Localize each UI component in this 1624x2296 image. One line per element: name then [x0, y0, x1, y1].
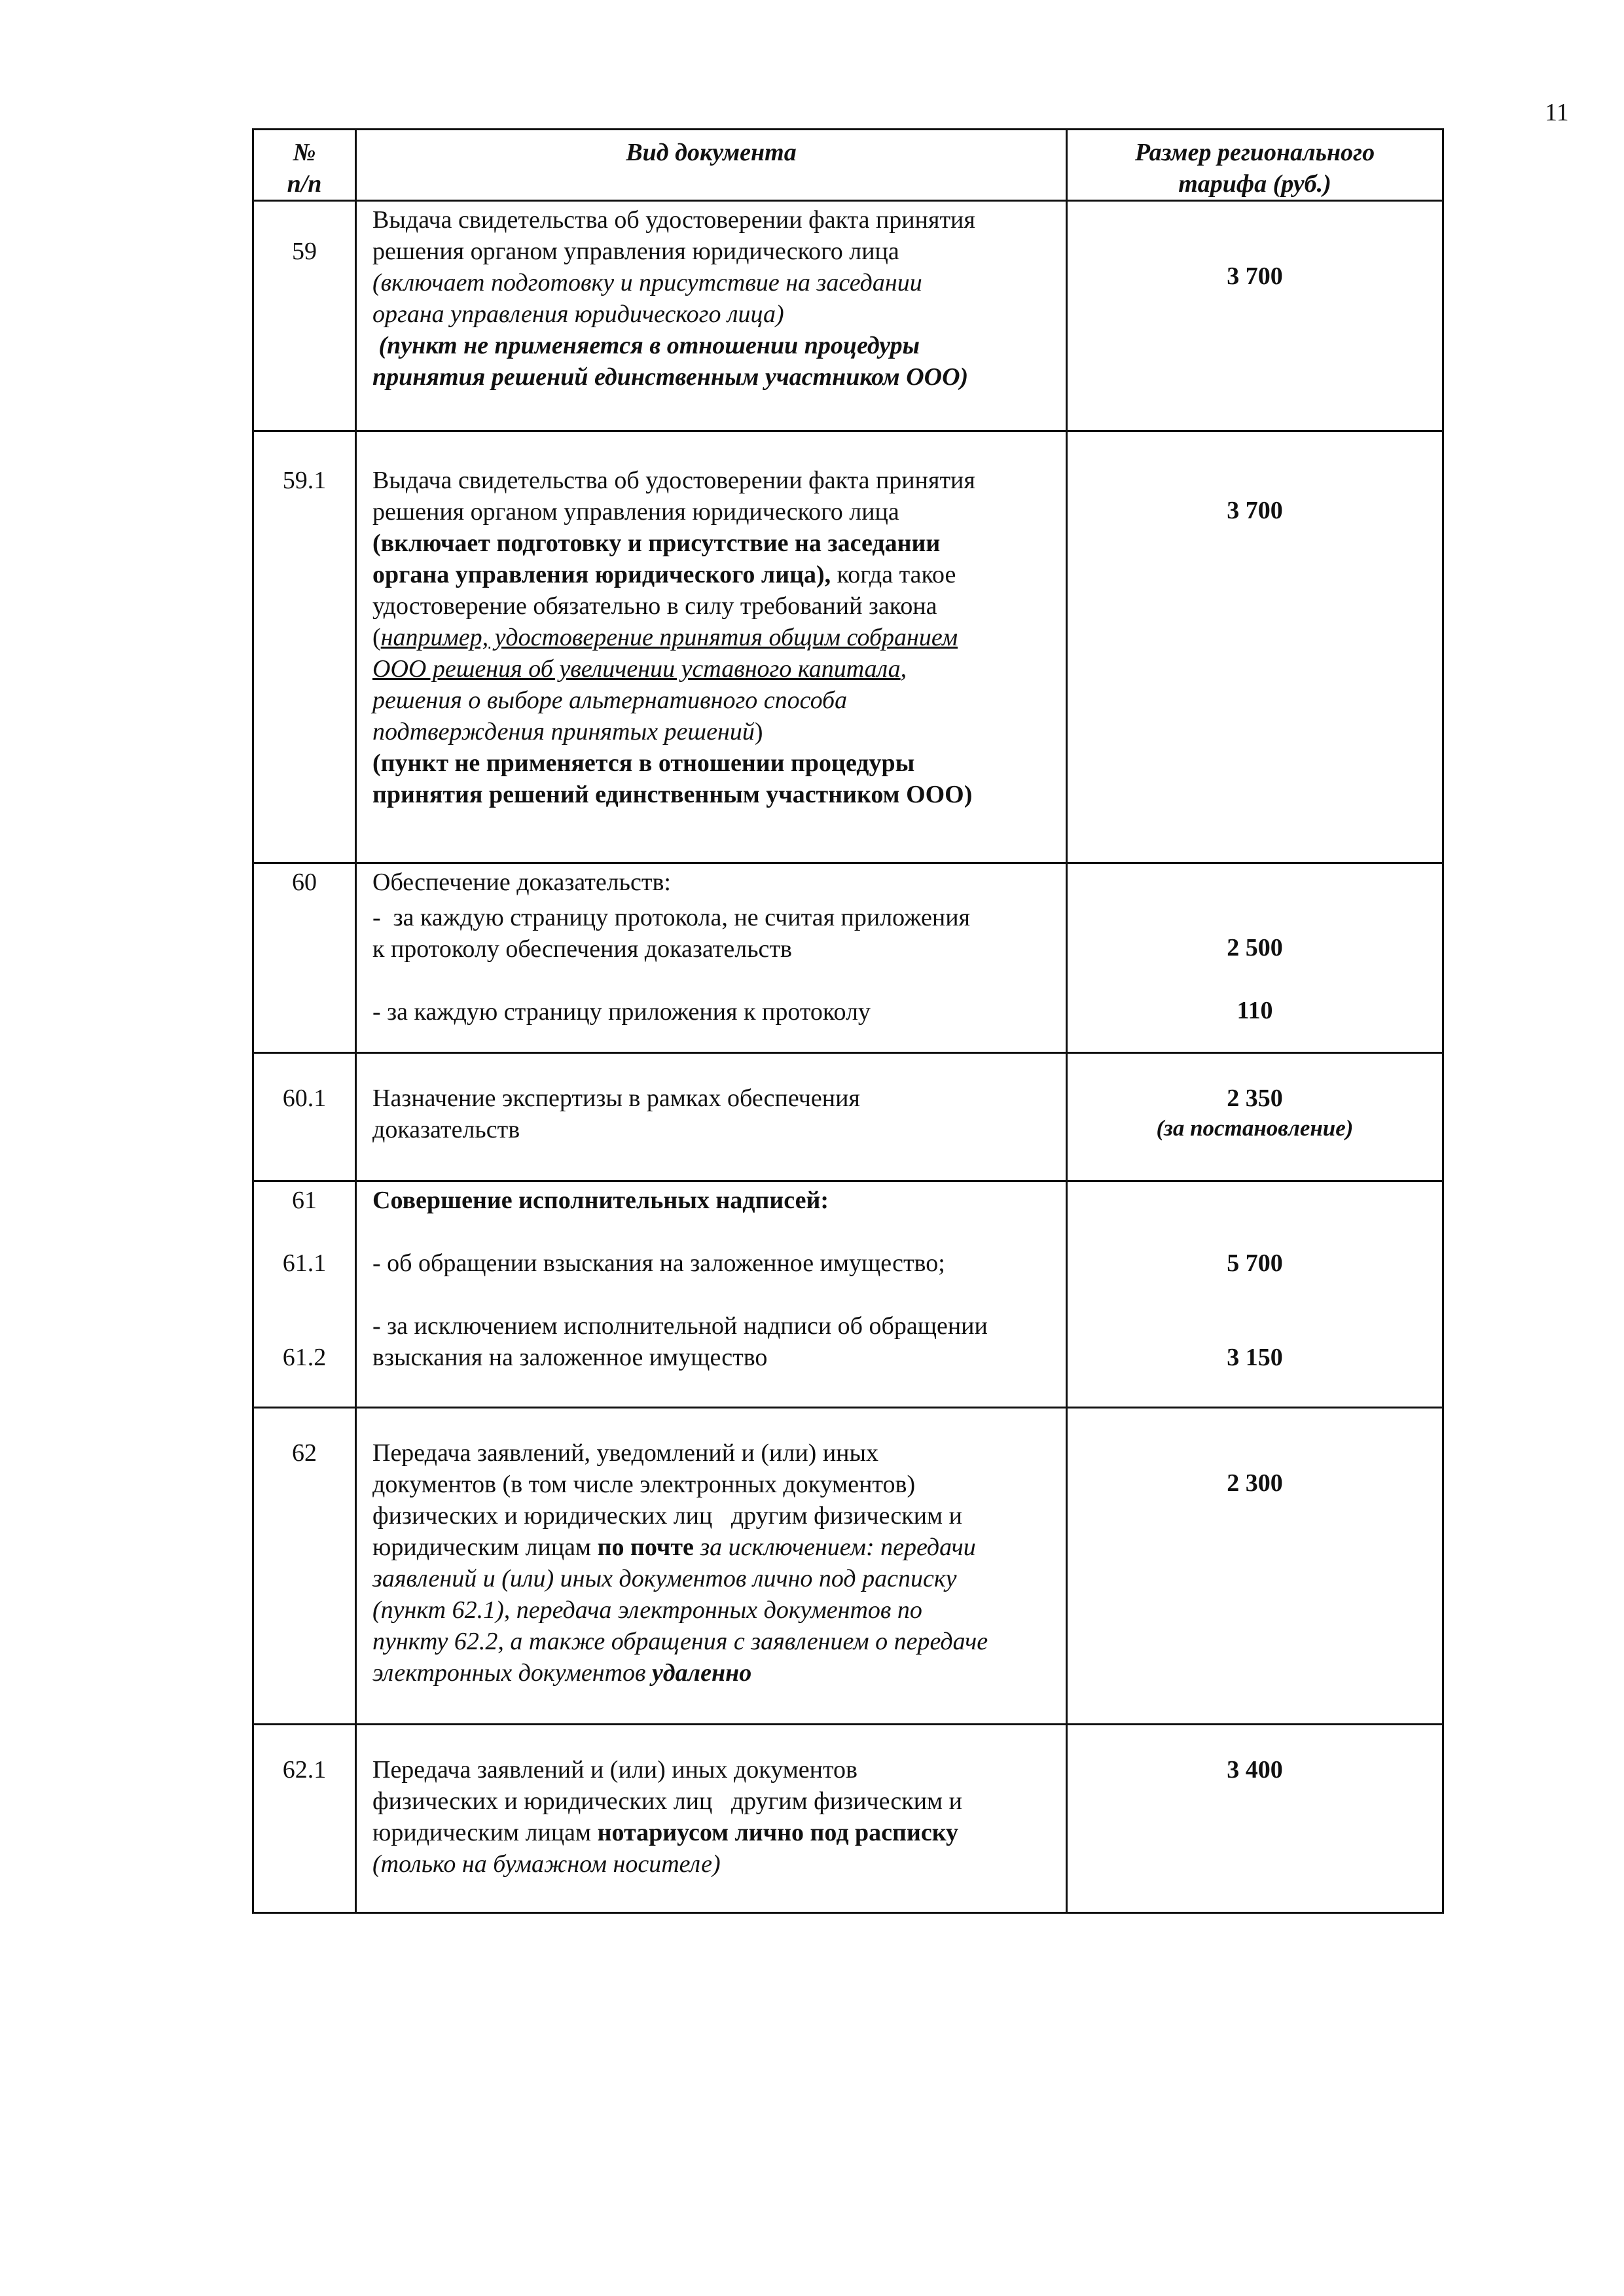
row-number: 60 [253, 863, 356, 1053]
header-tariff: Размер регионального тарифа (руб.) [1067, 130, 1443, 201]
row-description: Передача заявлений и (или) иных документов физических и юридических лиц другим физическим и юридическим лицам нотариусом лично под расписку (только на бумажном носителе) [356, 1725, 1067, 1913]
row-tariff: 3 700 [1067, 431, 1443, 863]
row-number: 62 [253, 1408, 356, 1725]
table-row [253, 1408, 1443, 1725]
row-number: 62.1 [253, 1725, 356, 1913]
row-description: Выдача свидетельства об удостоверении факта принятия решения органом управления юридического лица (включает подготовку и присутствие на заседании органа управления юридического лица) (пункт не применяется в отношении процедуры принятия решений единственным участником ООО) [356, 201, 1067, 431]
header-document-type: Вид документа [356, 130, 1067, 201]
row-number: 61 61.1 61.2 [253, 1181, 356, 1408]
table-row [253, 1053, 1443, 1181]
tariff-table [252, 128, 1444, 1914]
row-description: Выдача свидетельства об удостоверении факта принятия решения органом управления юридического лица (включает подготовку и присутствие на заседании органа управления юридического лица), когда такое удостоверение обязательно в силу требований закона (например, удостоверение принятия общим собранием ООО решения об увеличении уставного капитала, решения о выборе альтернативного способа подтверждения принятых решений) (пункт не применяется в отношении процедуры принятия решений единственным участником ООО) [356, 431, 1067, 863]
row-tariff: 2 350 (за постановление) [1067, 1053, 1443, 1181]
row-description: Обеспечение доказательств: - за каждую страницу протокола, не считая приложения к протоколу обеспечения доказательств - за каждую страницу приложения к протоколу [356, 863, 1067, 1053]
row-number: 59.1 [253, 431, 356, 863]
row-description: Назначение экспертизы в рамках обеспечения доказательств [356, 1053, 1067, 1181]
row-tariff: 3 700 [1067, 201, 1443, 431]
table-row [253, 1725, 1443, 1913]
row-tariff: 2 500 110 [1067, 863, 1443, 1053]
row-number: 59 [253, 201, 356, 431]
header-number: № п/п [253, 130, 356, 201]
row-number: 60.1 [253, 1053, 356, 1181]
row-tariff: 3 400 [1067, 1725, 1443, 1913]
table-row [253, 1181, 1443, 1408]
page-number: 11 [1545, 99, 1569, 126]
row-tariff: 2 300 [1067, 1408, 1443, 1725]
row-description: Совершение исполнительных надписей: - об обращении взыскания на заложенное имущество; - за исключением исполнительной надписи об обращении взыскания на заложенное имущество [356, 1181, 1067, 1408]
table-row [253, 863, 1443, 1053]
table-header-row [253, 130, 1443, 201]
table-row [253, 201, 1443, 431]
row-description: Передача заявлений, уведомлений и (или) иных документов (в том числе электронных документов) физических и юридических лиц другим физическим и юридическим лицам по почте за исключением: передачи заявлений и (или) иных документов лично под расписку (пункт 62.1), передача электронных документов по пункту 62.2, а также обращения с заявлением о передаче электронных документов удаленно [356, 1408, 1067, 1725]
row-tariff: 5 700 3 150 [1067, 1181, 1443, 1408]
table-row [253, 431, 1443, 863]
